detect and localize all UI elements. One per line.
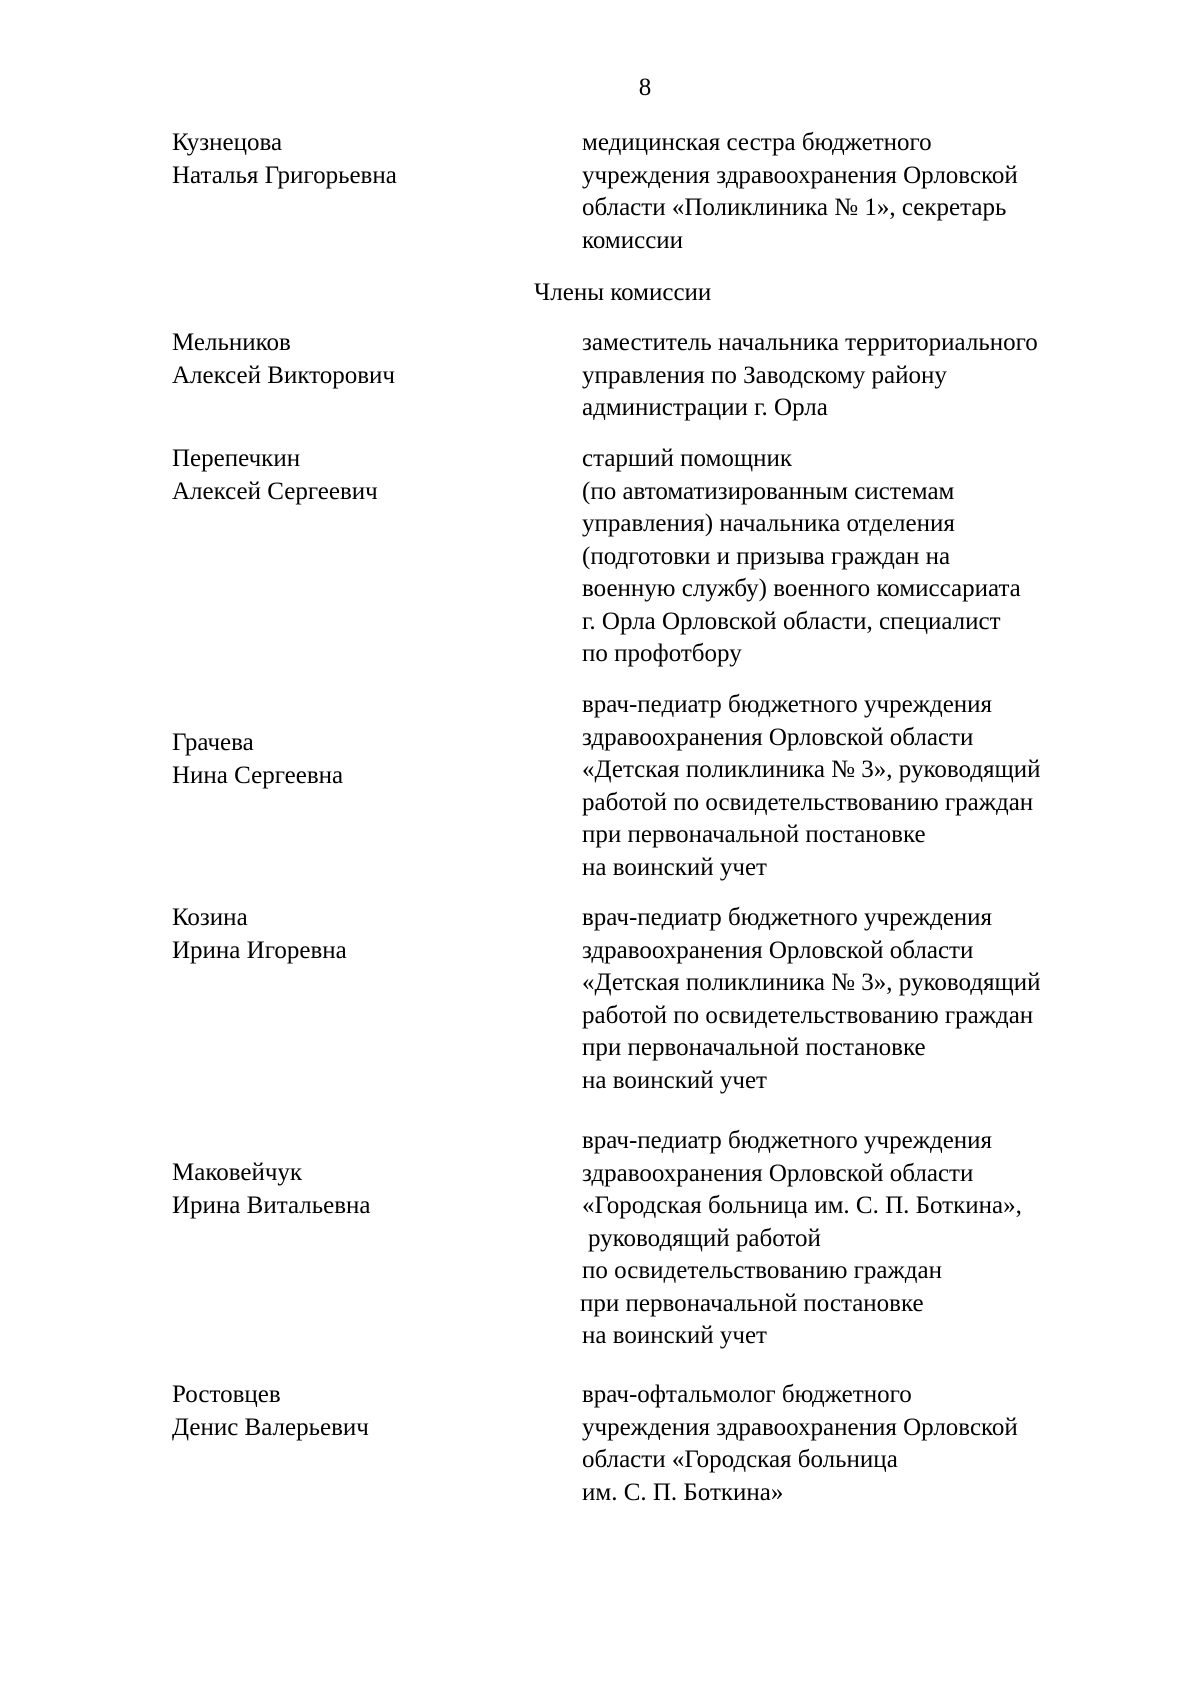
member-name	[172, 327, 552, 392]
member-name	[172, 727, 552, 792]
given-names: Нина Сергеевна	[172, 761, 344, 789]
surname: Ростовцев	[172, 1381, 281, 1408]
role-line: заместитель начальника территориального	[582, 329, 1038, 356]
given-names: Алексей Викторович	[172, 361, 395, 389]
role-line: руководящий работой	[588, 1224, 821, 1252]
surname: Перепечкин	[172, 445, 301, 472]
role-line: военную службу) военного комиссариата	[582, 575, 1021, 602]
member-role	[582, 443, 1142, 671]
given-names: Ирина Витальевна	[172, 1191, 371, 1219]
role-line: области «Поликлиника № 1», секретарь	[582, 194, 1007, 221]
role-line: врач-офтальмолог бюджетного	[582, 1381, 912, 1408]
role-line: «Детская поликлиника № 3», руководящий	[582, 969, 1041, 996]
role-line: администрации г. Орла	[582, 394, 828, 421]
given-names: Денис Валерьевич	[172, 1413, 369, 1441]
given-names: Ирина Игоревна	[172, 936, 347, 964]
surname: Кузнецова	[172, 129, 283, 156]
role-line: «Детская поликлиника № 3», руководящий	[582, 756, 1041, 783]
surname: Козина	[172, 904, 248, 931]
role-line: старший помощник	[582, 445, 793, 472]
role-line: при первоначальной постановке	[582, 821, 926, 848]
role-line: врач-педиатр бюджетного учреждения	[582, 1127, 993, 1154]
role-line: медицинская сестра бюджетного	[582, 129, 932, 156]
member-name	[172, 443, 552, 508]
role-line: учреждения здравоохранения Орловской	[582, 1413, 1018, 1441]
role-line: управления) начальника отделения	[582, 510, 955, 537]
role-line: работой по освидетельствованию граждан	[582, 1001, 1034, 1029]
member-name	[172, 902, 552, 967]
role-line: здравоохранения Орловской области	[582, 936, 974, 964]
role-line: учреждения здравоохранения Орловской	[582, 161, 1018, 189]
member-role	[582, 327, 1142, 425]
member-name	[172, 1379, 552, 1444]
role-line: при первоначальной постановке	[582, 1034, 926, 1061]
role-line: области «Городская больница	[582, 1446, 898, 1473]
page-number: 8	[638, 74, 652, 101]
surname: Маковейчук	[172, 1159, 303, 1186]
role-line: на воинский учет	[582, 1322, 767, 1349]
member-role	[582, 902, 1142, 1097]
role-line: здравоохранения Орловской области	[582, 1159, 974, 1187]
role-line: г. Орла Орловской области, специалист	[582, 607, 1001, 635]
member-role	[582, 127, 1142, 257]
role-line: им. С. П. Боткина»	[582, 1478, 784, 1506]
role-line: по освидетельствованию граждан	[582, 1257, 942, 1284]
role-line: управления по Заводскому району	[582, 361, 947, 389]
role-line: (по автоматизированным системам	[582, 477, 955, 505]
role-line: комиссии	[582, 226, 684, 254]
section-heading: Члены комиссии	[534, 279, 712, 306]
member-role	[582, 689, 1142, 884]
role-line: на воинский учет	[582, 853, 767, 881]
role-line: (подготовки и призыва граждан на	[582, 542, 951, 570]
role-line: на воинский учет	[582, 1066, 767, 1094]
role-line: врач-педиатр бюджетного учреждения	[582, 904, 993, 931]
role-line: врач-педиатр бюджетного учреждения	[582, 691, 993, 718]
role-line: «Городская больница им. С. П. Боткина»,	[582, 1192, 1022, 1219]
role-line: здравоохранения Орловской области	[582, 723, 974, 751]
role-line: по профотбору	[582, 640, 742, 667]
member-name	[172, 127, 552, 192]
given-names: Алексей Сергеевич	[172, 477, 378, 505]
role-line: при первоначальной постановке	[580, 1289, 924, 1317]
surname: Мельников	[172, 329, 291, 356]
member-role	[582, 1125, 1142, 1353]
role-line: работой по освидетельствованию граждан	[582, 788, 1034, 816]
surname: Грачева	[172, 729, 254, 756]
member-role	[582, 1379, 1142, 1509]
member-name	[172, 1157, 552, 1222]
given-names: Наталья Григорьевна	[172, 161, 397, 189]
